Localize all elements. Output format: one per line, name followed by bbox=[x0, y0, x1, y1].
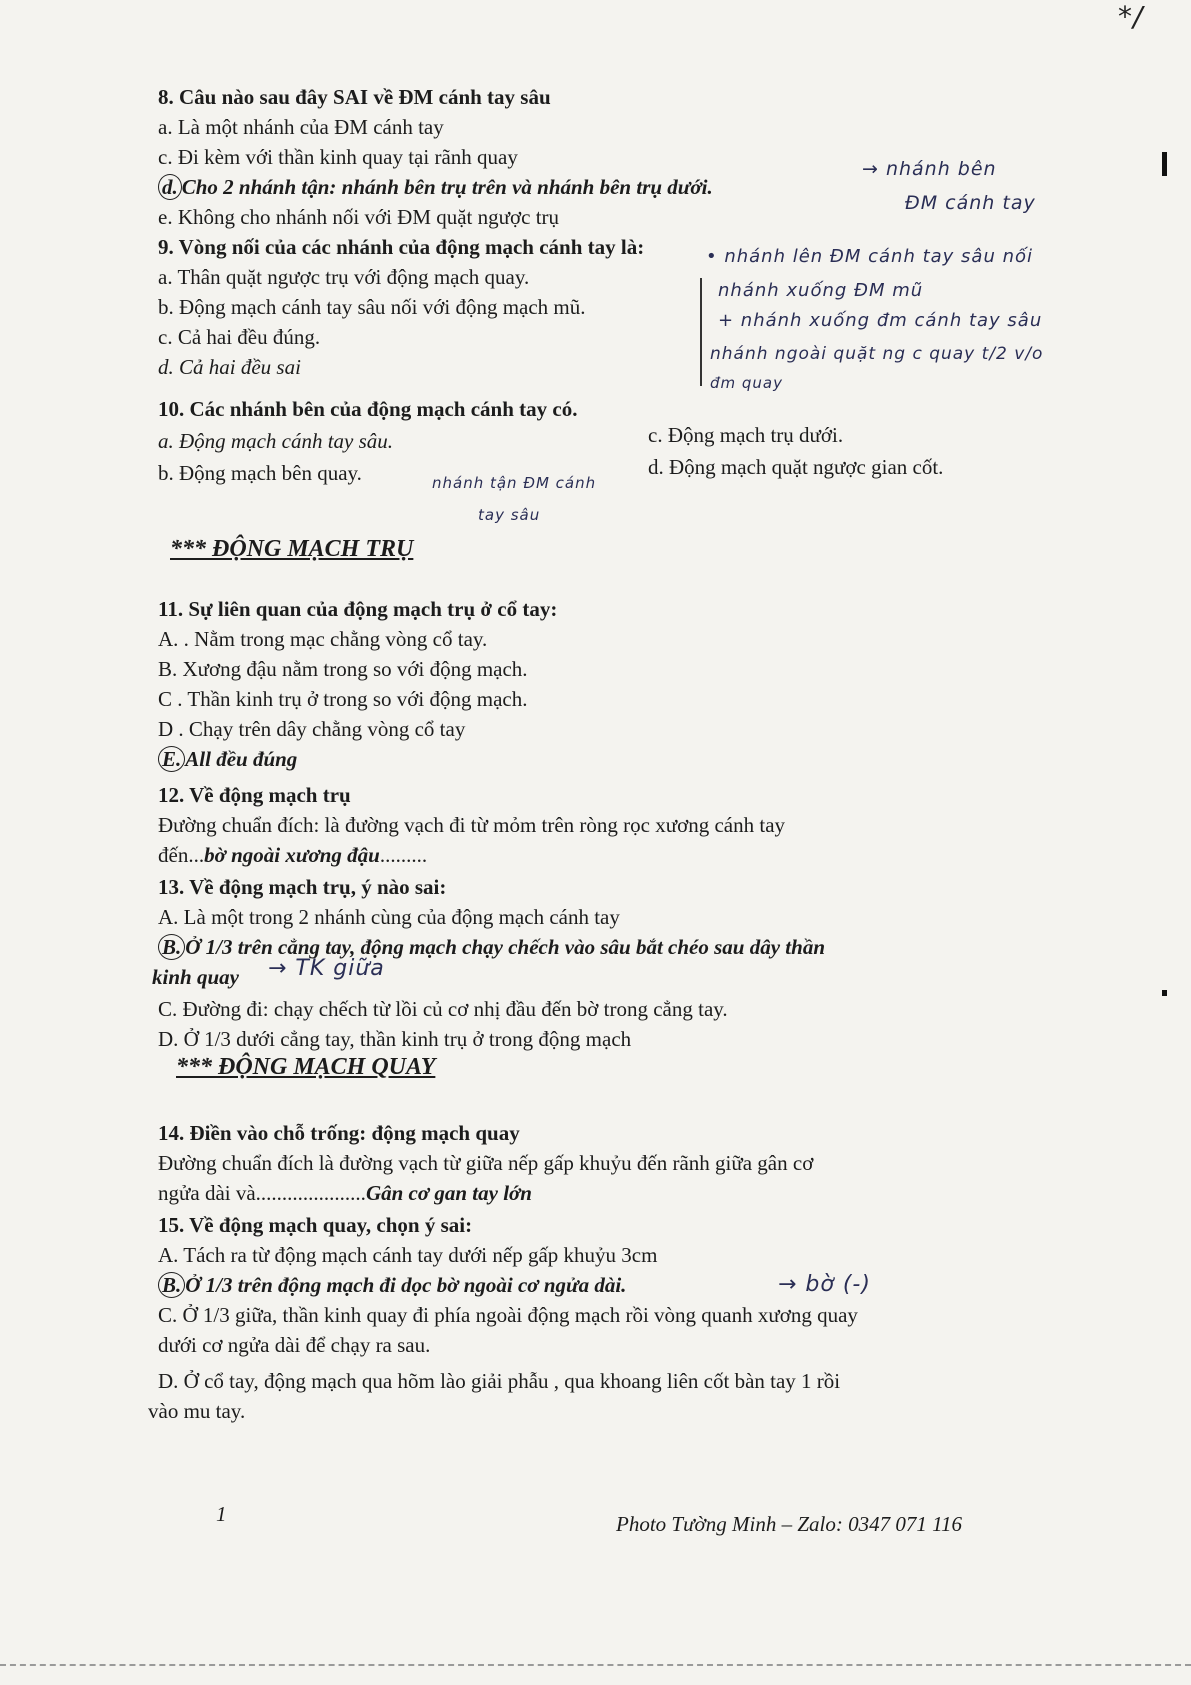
scan-bottom-edge bbox=[0, 1664, 1191, 1666]
option-a: a. Động mạch cánh tay sâu. bbox=[158, 429, 394, 453]
option-d: d. Động mạch quặt ngược gian cốt. bbox=[648, 455, 944, 479]
handwritten-note: → TK giữa bbox=[268, 956, 385, 981]
option-d-continuation: vào mu tay. bbox=[148, 1399, 246, 1423]
option-b: b. Động mạch cánh tay sâu nối với động mạch mũ. bbox=[158, 295, 586, 319]
section-heading: *** ĐỘNG MẠCH TRỤ bbox=[170, 536, 414, 562]
option-d: D . Chạy trên dây chằng vòng cổ tay bbox=[158, 717, 466, 741]
option-a: A. . Nằm trong mạc chằng vòng cổ tay. bbox=[158, 627, 488, 651]
option-c: C . Thần kinh trụ ở trong so với động mạch. bbox=[158, 687, 528, 711]
question-13-rest bbox=[158, 994, 1058, 1054]
handwritten-note: nhánh ngoài quặt ng c quay t/2 v/o bbox=[710, 344, 1044, 364]
option-b bbox=[158, 1270, 1058, 1300]
option-a: A. Là một trong 2 nhánh cùng của động mạch cánh tay bbox=[158, 905, 620, 929]
circled-answer: B. bbox=[158, 1272, 185, 1298]
question-title: 11. Sự liên quan của động mạch trụ ở cổ tay: bbox=[158, 597, 558, 621]
question-title: 8. Câu nào sau đây SAI về ĐM cánh tay sâu bbox=[158, 85, 551, 109]
option-a: A. Tách ra từ động mạch cánh tay dưới nếp gấp khuỷu 3cm bbox=[158, 1243, 658, 1267]
question-title: 12. Về động mạch trụ bbox=[158, 783, 351, 807]
circled-answer: E. bbox=[158, 746, 185, 772]
fill-prefix: ngửa dài và..................... bbox=[158, 1181, 366, 1205]
option-d: D. Ở 1/3 dưới cẳng tay, thần kinh trụ ở trong động mạch bbox=[158, 1027, 632, 1051]
fill-line bbox=[158, 1178, 1058, 1208]
question-title: 15. Về động mạch quay, chọn ý sai: bbox=[158, 1213, 473, 1237]
handwritten-note: tay sâu bbox=[478, 506, 541, 524]
scan-mark bbox=[1162, 152, 1167, 176]
body-line: Đường chuẩn đích: là đường vạch đi từ mỏm trên ròng rọc xương cánh tay bbox=[158, 813, 786, 837]
circled-answer: d. bbox=[158, 174, 182, 200]
handwritten-note: → bờ (-) bbox=[778, 1272, 871, 1297]
scan-dot bbox=[1162, 990, 1167, 996]
option-c-continuation: dưới cơ ngửa dài để chạy ra sau. bbox=[158, 1333, 431, 1357]
option-c: C. Ở 1/3 giữa, thần kinh quay đi phía ngoài động mạch rồi vòng quanh xương quay bbox=[158, 1303, 858, 1327]
option-c: c. Động mạch trụ dưới. bbox=[648, 423, 844, 447]
option-b-continuation: kinh quay bbox=[152, 965, 239, 989]
option-e bbox=[158, 744, 1058, 774]
option-text: All đều đúng bbox=[185, 747, 298, 771]
handwritten-note: ĐM cánh tay bbox=[905, 192, 1036, 214]
fill-suffix: ......... bbox=[379, 843, 428, 867]
question-11 bbox=[158, 594, 1058, 774]
handwritten-note: • nhánh lên ĐM cánh tay sâu nối bbox=[706, 246, 1034, 267]
option-d: D. Ở cổ tay, động mạch qua hõm lào giải phẫu , qua khoang liên cốt bàn tay 1 rồi bbox=[158, 1369, 841, 1393]
option-text: Ở 1/3 trên động mạch đi dọc bờ ngoài cơ ngửa dài. bbox=[185, 1273, 627, 1297]
option-d: d. Cả hai đều sai bbox=[158, 355, 301, 379]
handwritten-note: → nhánh bên bbox=[862, 158, 997, 180]
question-14 bbox=[158, 1118, 1058, 1208]
body-line: Đường chuẩn đích là đường vạch từ giữa nếp gấp khuỷu đến rãnh giữa gân cơ bbox=[158, 1151, 814, 1175]
option-text: Cho 2 nhánh tận: nhánh bên trụ trên và nhánh bên trụ dưới. bbox=[181, 175, 713, 199]
fill-answer: Gân cơ gan tay lớn bbox=[365, 1181, 532, 1205]
question-12 bbox=[158, 780, 1058, 870]
circled-answer: B. bbox=[158, 934, 185, 960]
note-bracket bbox=[700, 278, 702, 386]
option-c: C. Đường đi: chạy chếch từ lồi củ cơ nhị đầu đến bờ trong cẳng tay. bbox=[158, 997, 728, 1021]
question-title: 9. Vòng nối của các nhánh của động mạch cánh tay là: bbox=[158, 235, 645, 259]
handwritten-note: đm quay bbox=[710, 374, 783, 392]
question-13 bbox=[158, 872, 1058, 962]
handwritten-note: nhánh xuống ĐM mũ bbox=[718, 280, 924, 301]
handwritten-note: nhánh tận ĐM cánh bbox=[432, 474, 597, 492]
question-title: 13. Về động mạch trụ, ý nào sai: bbox=[158, 875, 447, 899]
footer-credit: Photo Tường Minh – Zalo: 0347 071 116 bbox=[616, 1512, 963, 1536]
fill-line bbox=[158, 840, 1058, 870]
option-c: c. Cả hai đều đúng. bbox=[158, 325, 321, 349]
fill-answer: bờ ngoài xương đậu bbox=[204, 843, 380, 867]
question-title: 14. Điền vào chỗ trống: động mạch quay bbox=[158, 1121, 520, 1145]
corner-mark: */ bbox=[1118, 0, 1144, 33]
option-e: e. Không cho nhánh nối với ĐM quặt ngược trụ bbox=[158, 205, 560, 229]
option-a: a. Thân quặt ngược trụ với động mạch quay. bbox=[158, 265, 530, 289]
handwritten-note: + nhánh xuống đm cánh tay sâu bbox=[718, 310, 1043, 331]
fill-prefix: đến... bbox=[158, 843, 205, 867]
question-15 bbox=[158, 1210, 1058, 1330]
question-title: 10. Các nhánh bên của động mạch cánh tay có. bbox=[158, 397, 578, 421]
option-b: b. Động mạch bên quay. bbox=[158, 461, 362, 485]
question-10 bbox=[158, 394, 1058, 424]
option-text: Ở 1/3 trên cẳng tay, động mạch chạy chếch vào sâu bắt chéo sau dây thần bbox=[185, 935, 825, 959]
option-c: c. Đi kèm với thần kinh quay tại rãnh quay bbox=[158, 145, 518, 169]
page-number: 1 bbox=[216, 1502, 227, 1526]
option-a: a. Là một nhánh của ĐM cánh tay bbox=[158, 115, 444, 139]
section-heading: *** ĐỘNG MẠCH QUAY bbox=[176, 1054, 436, 1080]
option-b: B. Xương đậu nằm trong so với động mạch. bbox=[158, 657, 528, 681]
